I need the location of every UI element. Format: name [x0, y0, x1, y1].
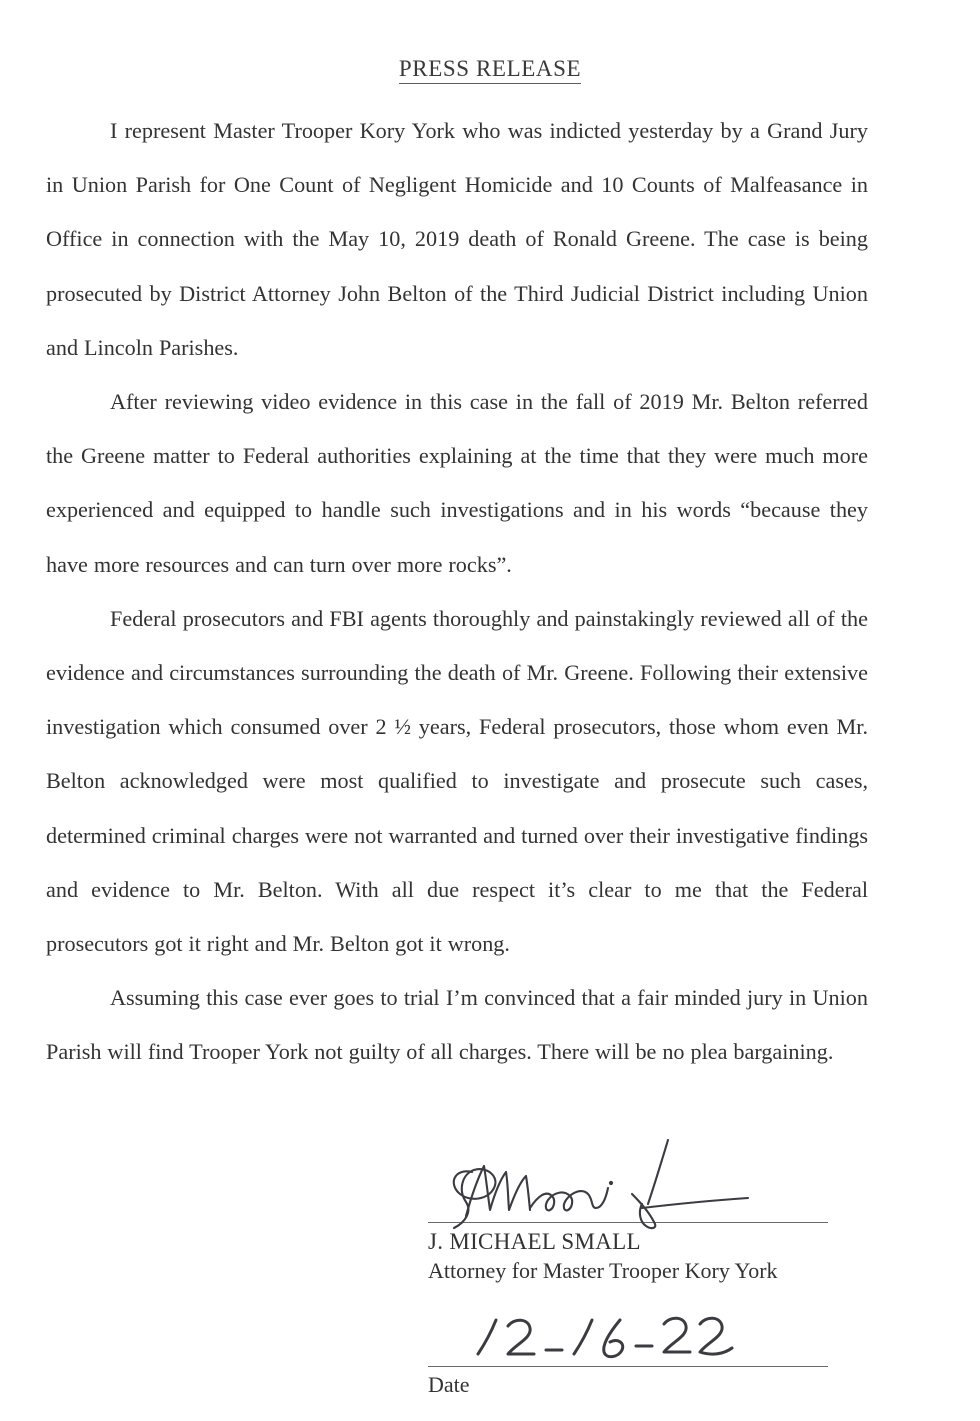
- signatory-name: J. MICHAEL SMALL: [428, 1229, 641, 1254]
- date-label: Date: [428, 1372, 470, 1397]
- handwritten-date-icon: [468, 1312, 748, 1368]
- handwritten-signature-icon: [436, 1138, 766, 1230]
- paragraph-3: Federal prosecutors and FBI agents thoroughly and painstakingly reviewed all of the evidence and circumstances surrounding the death of Mr. Greene. Following their extensive investigation which consumed over 2 ½ years, Federal prosecutors, those whom even Mr. Belton acknowledged were most qualified to investigate and prosecute such cases, determined criminal charges were not warranted and turned over their investigative findings and evidence to Mr. Belton. With all due respect it’s clear to me that the Federal prosecutors got it right and Mr. Belton got it wrong.: [46, 605, 868, 957]
- paragraph-4: Assuming this case ever goes to trial I’m convinced that a fair minded jury in Union Parish will find Trooper York not guilty of all charges. There will be no plea bargaining.: [46, 985, 868, 1065]
- signature-block: [428, 1138, 832, 1286]
- date-block: [428, 1318, 832, 1400]
- document-body: [46, 104, 868, 1080]
- signature-mark-wrap: [428, 1138, 832, 1222]
- paragraph-1: I represent Master Trooper Kory York who was indicted yesterday by a Grand Jury in Union Parish for One Count of Negligent Homicide and 10 Counts of Malfeasance in Office in connection with the May 10, 2019 death of Ronald Greene. The case is being prosecuted by District Attorney John Belton of the Third Judicial District including Union and Lincoln Parishes.: [46, 118, 868, 360]
- date-mark-wrap: [428, 1318, 832, 1366]
- page-title-text: PRESS RELEASE: [399, 56, 581, 84]
- page-title: [0, 56, 980, 82]
- signatory-role: Attorney for Master Trooper Kory York: [428, 1258, 778, 1283]
- paragraph-2: After reviewing video evidence in this case in the fall of 2019 Mr. Belton referred the Greene matter to Federal authorities explaining at the time that they were much more experienced and equipped to handle such investigations and in his words “because they have more resources and can turn over more rocks”.: [46, 389, 868, 577]
